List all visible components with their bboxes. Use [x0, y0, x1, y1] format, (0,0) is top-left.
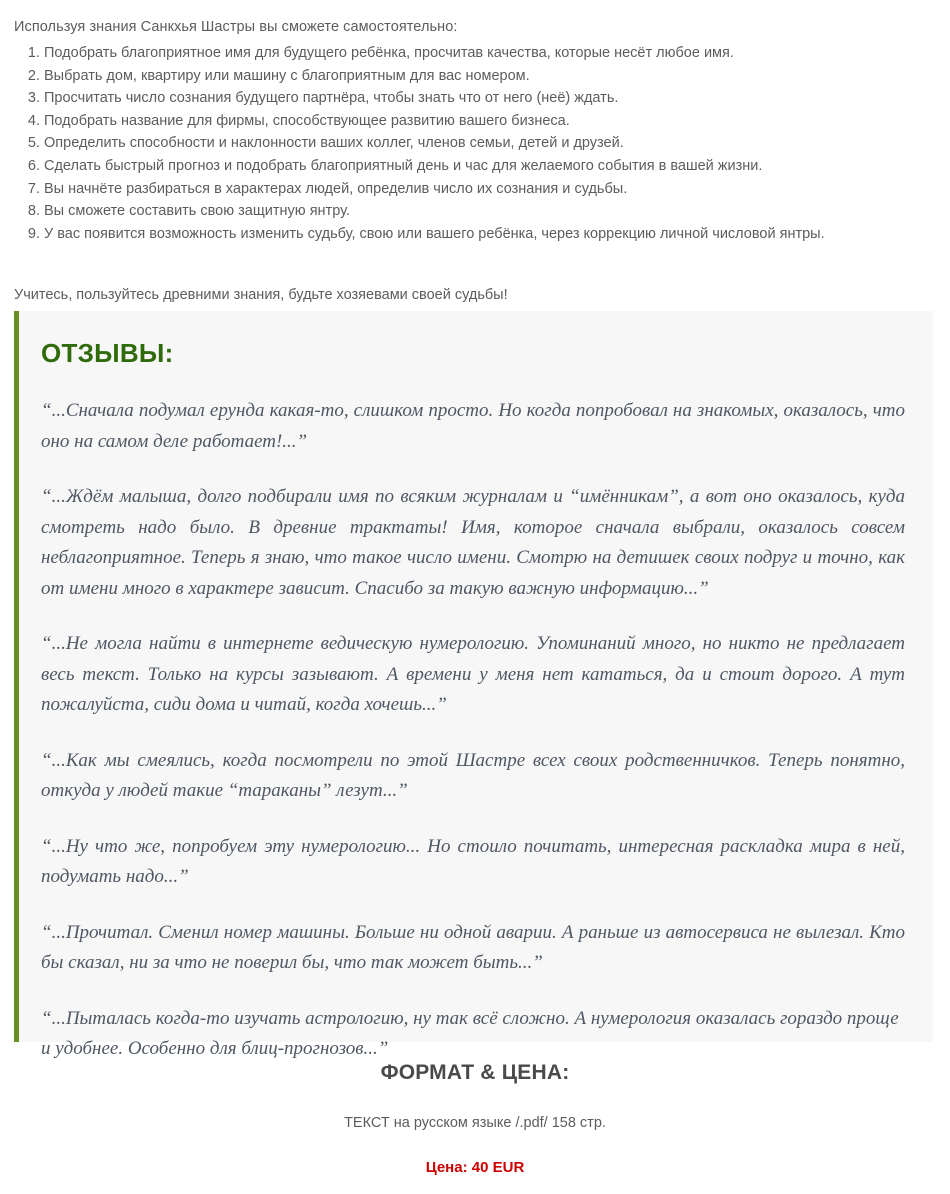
review-quote: “...Не могла найти в интернете ведическую нумерологию. Упоминаний много, но никто не предлагает весь текст. Только на курсы зазывают. А времени у меня нет кататься, да и стоит дорого. А тут пожалуйста, сиди дома и читай, когда хочешь...”: [41, 633, 905, 715]
reviews-quote-list: [19, 396, 933, 1065]
list-item: 9. У вас появится возможность изменить судьбу, свою или вашего ребёнка, через коррекцию личной числовой янтры.: [44, 223, 950, 246]
list-item: 1. Подобрать благоприятное имя для будущего ребёнка, просчитав качества, которые несёт любое имя.: [44, 42, 950, 65]
review-quote: “...Пыталась когда-то изучать астрологию, ну так всё сложно. А нумерология оказалась гораздо проще и удобнее. Особенно для блиц-прогнозов...”: [41, 1007, 899, 1059]
benefits-list: [0, 42, 950, 245]
list-item: 7. Вы начнёте разбираться в характерах людей, определив число их сознания и судьбы.: [44, 178, 950, 201]
closing-statement: Учитесь, пользуйтесь древними знания, будьте хозяевами своей судьбы!: [14, 286, 508, 303]
list-item: 8. Вы сможете составить свою защитную янтру.: [44, 200, 950, 223]
list-item: 5. Определить способности и наклонности ваших коллег, членов семьи, детей и друзей.: [44, 132, 950, 155]
list-item: 3. Просчитать число сознания будущего партнёра, чтобы знать что от него (неё) ждать.: [44, 87, 950, 110]
list-item: 6. Сделать быстрый прогноз и подобрать благоприятный день и час для желаемого события в вашей жизни.: [44, 155, 950, 178]
reviews-callout: [14, 311, 933, 1059]
review-quote: “...Ждём малыша, долго подбирали имя по всяким журналам и “имённикам”, а вот оно оказалось, куда смотреть надо было. В древние трактаты! Имя, которое сначала выбрали, оказалось совсем неблагоприятное. Теперь я знаю, что такое число имени. Смотрю на детишек своих подруг и точно, как от имени много в характере зависит. Спасибо за такую важную информацию...”: [41, 486, 905, 599]
price-value: Цена: 40 EUR: [425, 1159, 525, 1176]
review-quote: “...Ну что же, попробуем эту нумерологию... Но стоило почитать, интересная раскладка мира в ней, подумать надо...”: [41, 835, 905, 887]
reviews-heading: ОТЗЫВЫ:: [41, 338, 174, 368]
list-item: 2. Выбрать дом, квартиру или машину с благоприятным для вас номером.: [44, 65, 950, 88]
review-quote: “...Прочитал. Сменил номер машины. Больше ни одной аварии. А раньше из автосервиса не вылезал. Кто бы сказал, ни за что не поверил бы, что так может быть...”: [41, 921, 905, 973]
review-quote: “...Сначала подумал ерунда какая-то, слишком просто. Но когда попробовал на знакомых, оказалось, что оно на самом деле работает!...”: [41, 400, 905, 452]
intro-lead-text: Используя знания Санкхья Шастры вы сможете самостоятельно:: [14, 18, 458, 35]
format-detail-text: ТЕКСТ на русском языке /.pdf/ 158 стр.: [344, 1115, 606, 1131]
review-quote: “...Как мы смеялись, когда посмотрели по этой Шастре всех своих родственничков. Теперь понятно, откуда у людей такие “тараканы” лезут...”: [41, 749, 905, 801]
format-price-heading: ФОРМАТ & ЦЕНА:: [380, 1061, 570, 1084]
list-item: 4. Подобрать название для фирмы, способствующее развитию вашего бизнеса.: [44, 110, 950, 133]
